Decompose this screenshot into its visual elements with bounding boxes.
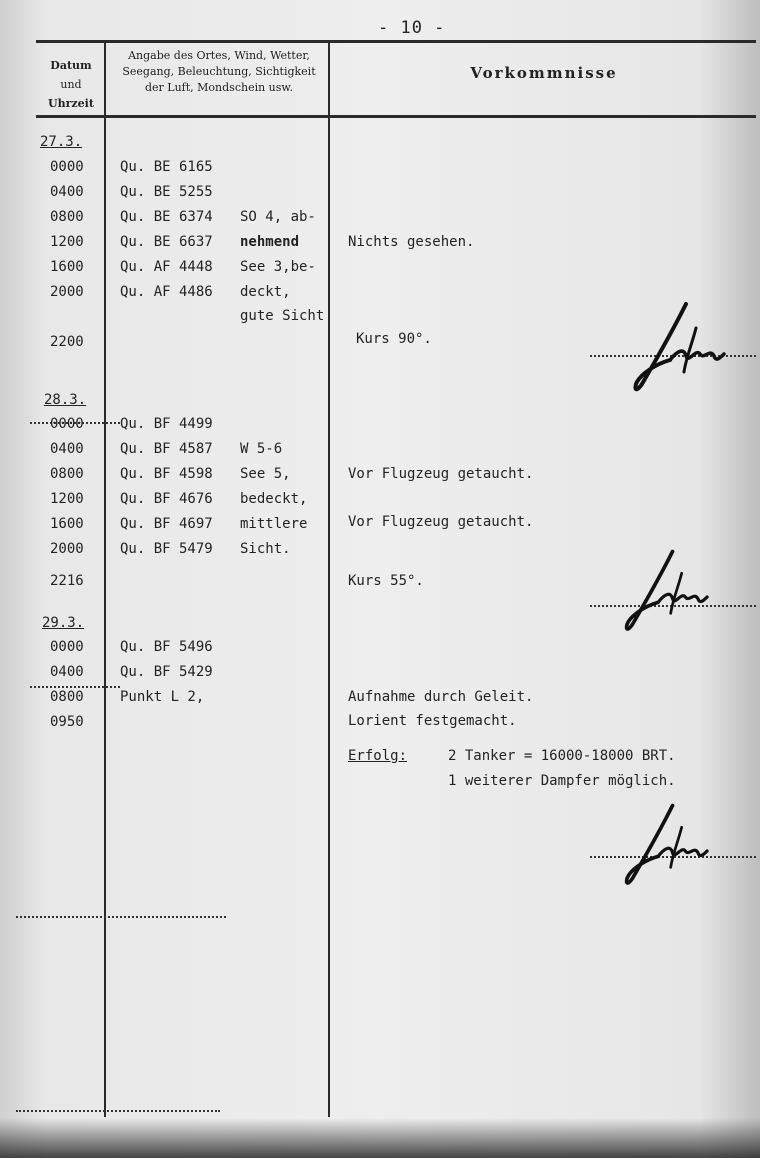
column-divider-1 [104, 42, 106, 1117]
dotted-separator [16, 916, 226, 918]
time-cell: 0000 [50, 159, 84, 175]
position-cell: Punkt L 2, [120, 689, 205, 705]
header-location-weather [108, 48, 330, 96]
time-cell: 1200 [50, 234, 84, 250]
time-cell: 0000 [50, 416, 84, 432]
time-cell: 0400 [50, 664, 84, 680]
position-cell: Qu. BF 4499 [120, 416, 213, 432]
time-cell: 2000 [50, 284, 84, 300]
signature-mark [618, 798, 718, 893]
header-date-line: Datum [50, 59, 92, 72]
event-cell: Vor Flugzeug getaucht. [348, 514, 534, 530]
weather-cell: gute Sicht [240, 308, 325, 324]
event-cell: Kurs 90°. [356, 331, 432, 347]
time-cell: 0400 [50, 184, 84, 200]
event-cell: Lorient festgemacht. [348, 713, 517, 729]
position-cell: Qu. BE 5255 [120, 184, 213, 200]
event-cell: Nichts gesehen. [348, 234, 475, 250]
position-cell: Qu. BF 5429 [120, 664, 213, 680]
success-line-2: 1 weiterer Dampfer möglich. [448, 773, 676, 789]
weather-cell: deckt, [240, 284, 291, 300]
time-cell: 0950 [50, 714, 84, 730]
position-cell: Qu. BF 5496 [120, 639, 213, 655]
date-28-3: 28.3. [44, 392, 87, 408]
signature-mark [626, 298, 736, 398]
date-29-3: 29.3. [42, 615, 85, 631]
position-cell: Qu. BF 5479 [120, 541, 213, 557]
weather-cell: See 5, [240, 466, 291, 482]
weather-cell: mittlere [240, 516, 308, 532]
position-cell: Qu. BE 6165 [120, 159, 213, 175]
header-time-line: Uhrzeit [48, 97, 94, 110]
position-cell: Qu. BF 4598 [120, 466, 213, 482]
position-cell: Qu. AF 4486 [120, 284, 213, 300]
time-cell: 1600 [50, 516, 84, 532]
time-cell: 1600 [50, 259, 84, 275]
page-number: - 10 - [378, 18, 446, 38]
time-cell: 0800 [50, 466, 84, 482]
event-cell: Kurs 55°. [348, 573, 424, 589]
header-col2-line2: Seegang, Beleuchtung, Sichtigkeit [122, 65, 316, 78]
weather-cell: W 5-6 [240, 441, 283, 457]
header-col2-line1: Angabe des Ortes, Wind, Wetter, [128, 49, 310, 62]
dotted-separator [30, 686, 120, 688]
position-cell: Qu. BE 6637 [120, 234, 213, 250]
time-cell: 0800 [50, 209, 84, 225]
weather-cell: nehmend [240, 234, 300, 250]
weather-cell: Sicht. [240, 541, 291, 557]
table-top-rule [36, 40, 756, 43]
weather-cell: SO 4, ab- [240, 209, 316, 225]
weather-cell: See 3,be- [240, 259, 316, 275]
header-and-line: und [60, 78, 82, 91]
position-cell: Qu. AF 4448 [120, 259, 213, 275]
header-date-time [38, 56, 104, 113]
header-events: Vorkommnisse [470, 64, 618, 82]
time-cell: 2200 [50, 334, 84, 350]
time-cell: 0400 [50, 441, 84, 457]
event-cell: Aufnahme durch Geleit. [348, 689, 534, 705]
time-cell: 0000 [50, 639, 84, 655]
time-cell: 2216 [50, 573, 84, 589]
date-27-3: 27.3. [40, 134, 83, 150]
dotted-separator [16, 1110, 220, 1112]
success-label: Erfolg: [348, 748, 408, 764]
event-cell: Vor Flugzeug getaucht. [348, 466, 534, 482]
position-cell: Qu. BF 4697 [120, 516, 213, 532]
position-cell: Qu. BF 4587 [120, 441, 213, 457]
scan-shadow [0, 1118, 760, 1158]
signature-mark [618, 544, 718, 639]
weather-cell: bedeckt, [240, 491, 308, 507]
header-bottom-rule [36, 115, 756, 118]
position-cell: Qu. BE 6374 [120, 209, 213, 225]
time-cell: 0800 [50, 689, 84, 705]
success-line-1: 2 Tanker = 16000-18000 BRT. [448, 748, 676, 764]
position-cell: Qu. BF 4676 [120, 491, 213, 507]
header-col2-line3: der Luft, Mondschein usw. [144, 81, 294, 94]
column-divider-2 [328, 42, 330, 1117]
time-cell: 2000 [50, 541, 84, 557]
time-cell: 1200 [50, 491, 84, 507]
